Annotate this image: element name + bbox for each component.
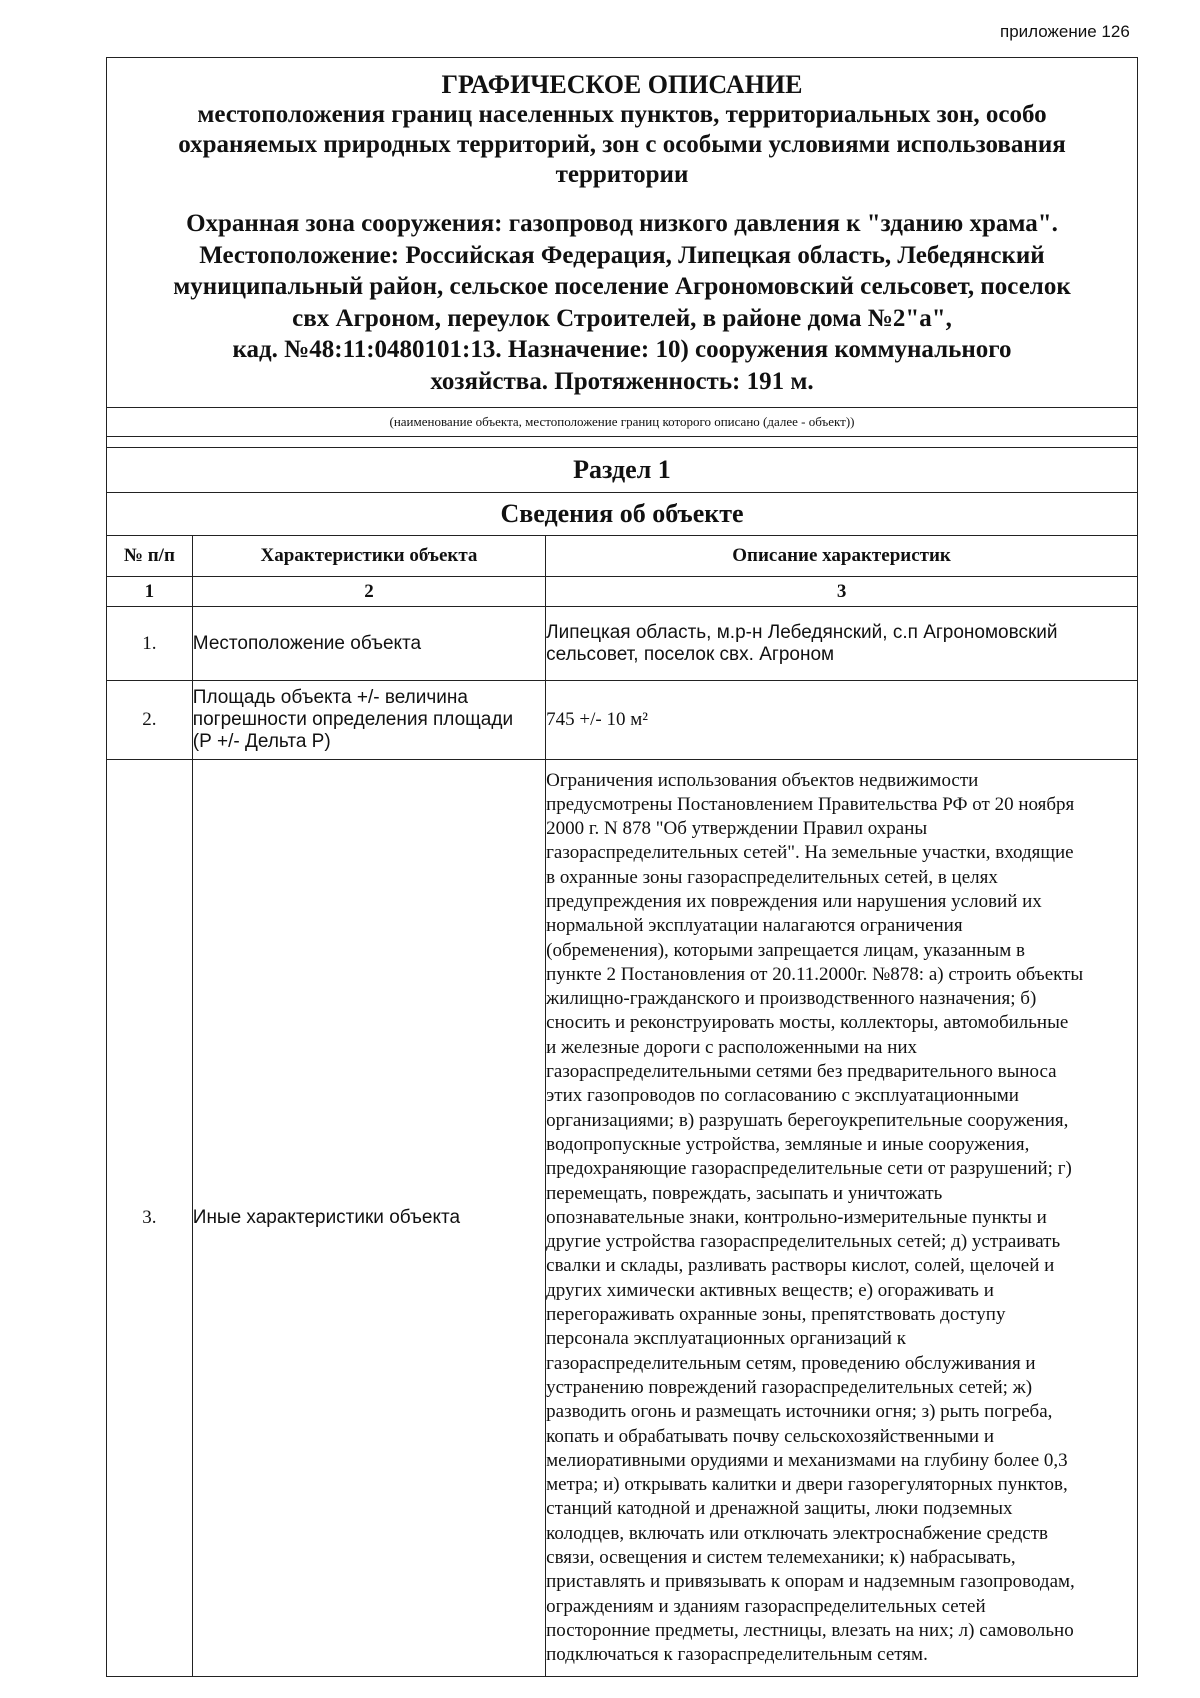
row-number: 3.: [107, 760, 193, 1677]
row-name: Иные характеристики объекта: [192, 760, 545, 1677]
value-line: предохраняющие газораспределительные сети от разрушений; г): [546, 1158, 1072, 1180]
object-line: Местоположение: Российская Федерация, Липецкая область, Лебедянский: [199, 241, 1045, 269]
row-name: Местоположение объекта: [192, 607, 545, 681]
object-line: кад. №48:11:0480101:13. Назначение: 10) сооружения коммунального: [232, 336, 1012, 363]
table-row: [107, 607, 1138, 681]
value-line: подключаться к газораспределительным сетям.: [546, 1644, 928, 1666]
value-line: Липецкая область, м.р-н Лебедянский, с.п Агрономовский: [546, 621, 1058, 643]
value-line: пункте 2 Постановления от 20.11.2000г. №878: а) строить объекты: [546, 963, 1084, 985]
object-line: свх Агроном, переулок Строителей, в районе дома №2"а",: [292, 304, 952, 332]
row-number: 2.: [107, 681, 193, 760]
table-row: [107, 681, 1138, 760]
value-line: газораспределительными сетями без предварительного выноса: [546, 1061, 1057, 1083]
section-subtitle: Сведения об объекте: [107, 493, 1138, 536]
column-header: Описание характеристик: [546, 536, 1138, 577]
value-line: перемещать, повреждать, засыпать и уничтожать: [546, 1182, 943, 1204]
column-number-row: [107, 577, 1138, 607]
value-line: жилищно-гражданского и производственного назначения; б): [546, 988, 1037, 1010]
document-subtitle: [107, 100, 1137, 190]
value-line: нормальной эксплуатации налагаются ограничения: [546, 915, 963, 937]
value-line: предупреждения их повреждения или нарушения условий их: [546, 890, 1042, 912]
subtitle-line: охраняемых природных территорий, зон с особыми условиями использования: [178, 131, 1066, 158]
value-line: этих газопроводов по согласованию с эксплуатационными: [546, 1085, 1019, 1107]
value-line: сельсовет, поселок свх. Агроном: [546, 643, 835, 665]
value-line: мелиоративными орудиями и механизмами на глубину более 0,3: [546, 1449, 1068, 1471]
document-title: ГРАФИЧЕСКОЕ ОПИСАНИЕ: [441, 70, 803, 99]
name-line: (Р +/- Дельта Р): [192, 731, 331, 752]
document-table: [106, 57, 1138, 1677]
value-line: других химически активных веществ; е) огораживать и: [546, 1279, 994, 1301]
section-title: Раздел 1: [107, 448, 1138, 493]
value-line: водопропускные устройства, земляные и иные сооружения,: [546, 1133, 1030, 1155]
column-number: 2: [192, 577, 545, 607]
subtitle-line: территории: [555, 161, 689, 188]
object-line: хозяйства. Протяженность: 191 м.: [430, 367, 814, 395]
value-line: сносить и реконструировать мосты, коллекторы, автомобильные: [546, 1012, 1069, 1034]
value-line: разводить огонь и размещать источники огня; з) рыть погреба,: [546, 1401, 1053, 1423]
row-value: 745 +/- 10 м²: [546, 681, 1138, 760]
column-header: Характеристики объекта: [192, 536, 545, 577]
row-value: [546, 607, 1138, 681]
value-line: связи, освещения и систем телемеханики; к) набрасывать,: [546, 1547, 1016, 1568]
table-row: [107, 760, 1138, 1677]
column-number: 3: [546, 577, 1138, 607]
name-line: Площадь объекта +/- величина: [192, 687, 468, 708]
value-line: и железные дороги с расположенными на них: [546, 1036, 918, 1058]
value-line: колодцев, включать или отключать электроснабжение средств: [546, 1522, 1048, 1544]
page-annotation: приложение 126: [1000, 22, 1130, 41]
row-value: [546, 760, 1138, 1677]
subtitle-line: местоположения границ населенных пунктов, территориальных зон, особо: [197, 101, 1047, 128]
object-description: [107, 208, 1137, 397]
value-line: предусмотрены Постановлением Правительства РФ от 20 ноября: [546, 793, 1075, 815]
value-line: газораспределительным сетям, проведению обслуживания и: [546, 1352, 1036, 1374]
value-line: другие устройства газораспределительных сетей; д) устраивать: [546, 1231, 1061, 1253]
object-caption: (наименование объекта, местоположение границ которого описано (далее - объект)): [107, 408, 1138, 437]
value-line: приставлять и привязывать к опорам и надземным газопроводам,: [546, 1571, 1075, 1593]
value-line: опознавательные знаки, контрольно-измерительные пункты и: [546, 1206, 1047, 1228]
value-line: ограждениям и зданиям газораспределительных сетей: [546, 1595, 986, 1617]
value-line: (обременения), которыми запрещается лицам, указанным в: [546, 939, 1025, 961]
value-line: перегораживать охранные зоны, препятствовать доступу: [546, 1304, 1006, 1326]
name-line: погрешности определения площади: [192, 709, 514, 730]
value-line: свалки и склады, разливать растворы кислот, солей, щелочей и: [546, 1255, 1055, 1277]
value-line: в охранные зоны газораспределительных сетей, в целях: [546, 866, 998, 888]
table-header-row: [107, 536, 1138, 577]
column-number: 1: [107, 577, 193, 607]
value-line: копать и обрабатывать почву сельскохозяйственными и: [546, 1425, 995, 1447]
value-line: Ограничения использования объектов недвижимости: [546, 769, 979, 791]
row-number: 1.: [107, 607, 193, 681]
value-line: организациями; в) разрушать берегоукрепительные сооружения,: [546, 1109, 1069, 1131]
row-name: [192, 681, 545, 760]
value-line: газораспределительных сетей". На земельные участки, входящие: [546, 842, 1074, 864]
value-line: устранению повреждений газораспределительных сетей; ж): [546, 1376, 1033, 1398]
column-header: № п/п: [107, 536, 193, 577]
value-line: 2000 г. N 878 "Об утверждении Правил охраны: [546, 818, 928, 840]
object-line: муниципальный район, сельское поселение Агрономовский сельсовет, поселок: [173, 273, 1071, 300]
document-header: [107, 58, 1138, 408]
spacer-row: [107, 437, 1138, 448]
object-line: Охранная зона сооружения: газопровод низкого давления к "зданию храма".: [186, 210, 1058, 237]
value-line: станций катодной и дренажной защиты, люки подземных: [546, 1498, 1013, 1520]
value-line: персонала эксплуатационных организаций к: [546, 1328, 906, 1350]
value-line: метра; и) открывать калитки и двери газорегуляторных пунктов,: [546, 1474, 1068, 1496]
value-line: посторонние предметы, лестницы, влезать на них; л) самовольно: [546, 1619, 1074, 1641]
